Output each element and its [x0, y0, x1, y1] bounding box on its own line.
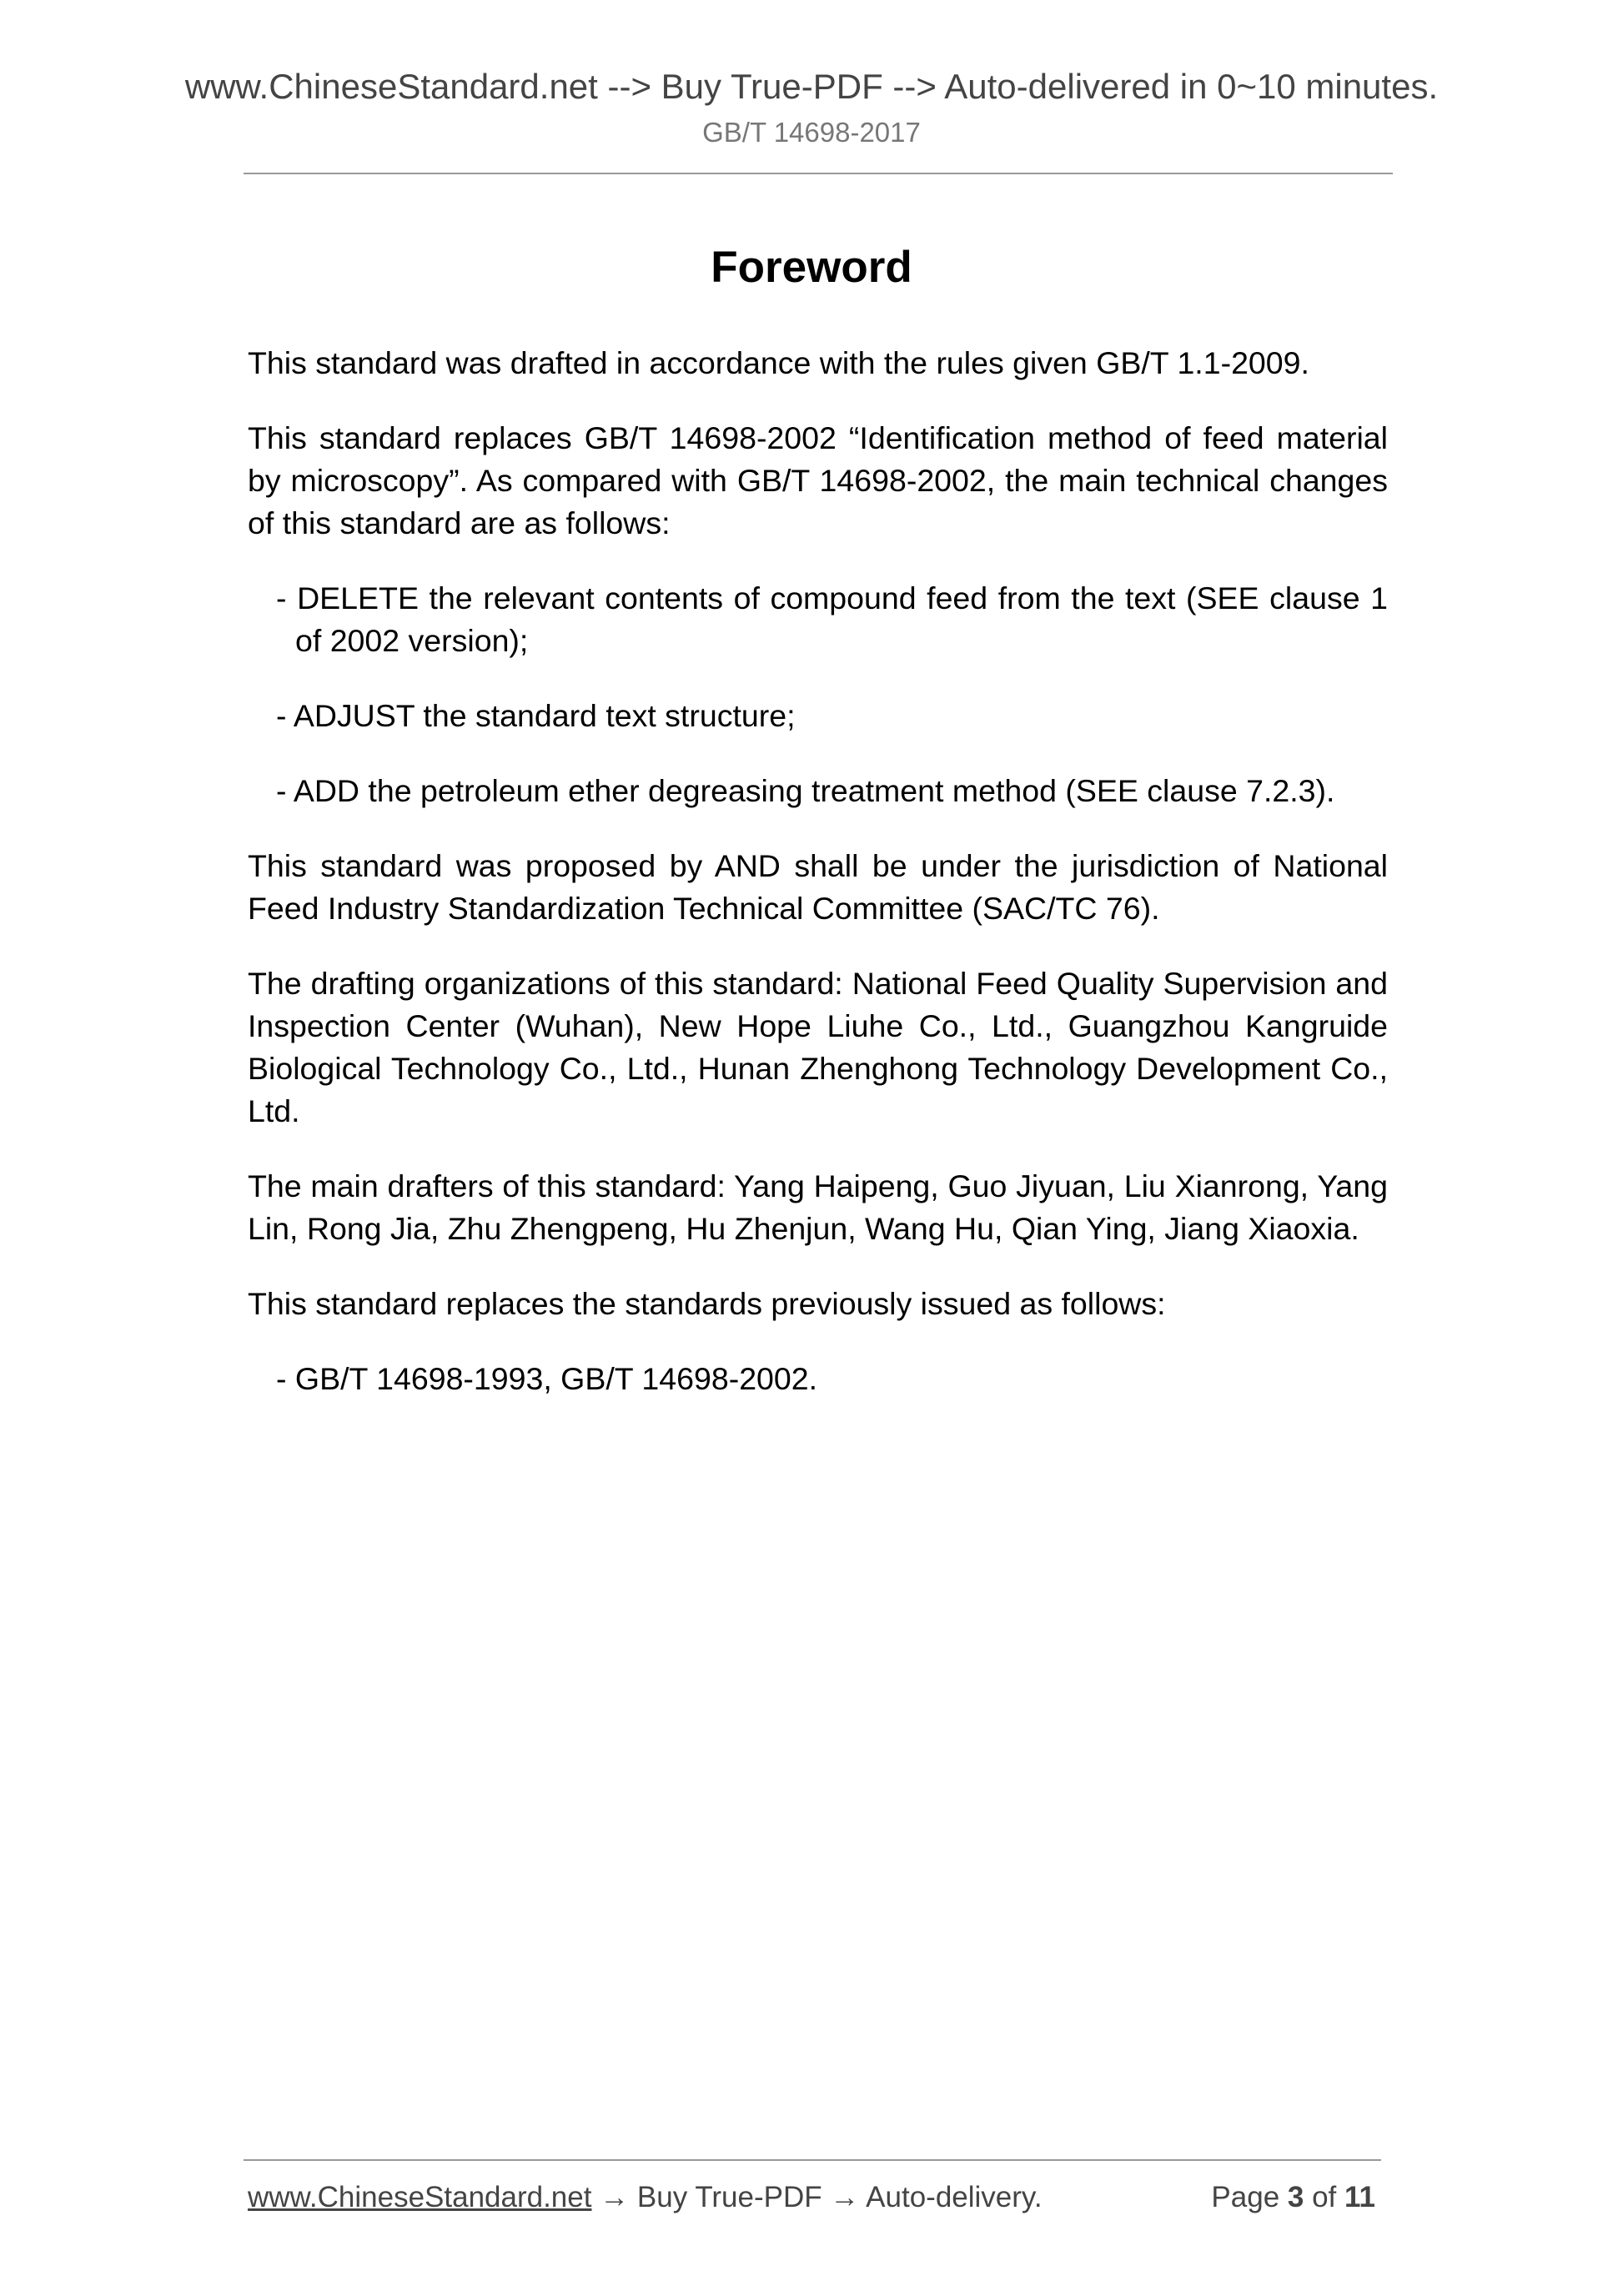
footer-tagline: → Buy True-PDF → Auto-delivery. [591, 2181, 1043, 2213]
paragraph: This standard was proposed by AND shall be under the jurisdiction of National Feed Industry Standardization Technical Committee (SAC/TC 76). [248, 848, 1388, 926]
page-title: Foreword [711, 243, 912, 292]
list-item: - GB/T 14698-1993, GB/T 14698-2002. [276, 1361, 818, 1396]
page-of: of [1304, 2181, 1344, 2213]
header-banner: www.ChineseStandard.net --> Buy True-PDF --> Auto-delivered in 0~10 minutes. [184, 67, 1439, 106]
list-item: - ADD the petroleum ether degreasing treatment method (SEE clause 7.2.3). [276, 773, 1335, 808]
paragraph: This standard replaces GB/T 14698-2002 “Identification method of feed material by microscopy”. As compared with GB/T 14698-2002, the main technical changes of this standard are as follows: [248, 420, 1388, 540]
list-item: - DELETE the relevant contents of compound feed from the text (SEE clause 1 of 2002 version); [276, 580, 1388, 658]
footer-link[interactable]: www.ChineseStandard.net [248, 2181, 592, 2213]
header-divider [244, 173, 1393, 174]
current-page: 3 [1287, 2181, 1304, 2213]
paragraph: The main drafters of this standard: Yang Haipeng, Guo Jiyuan, Liu Xianrong, Yang Lin, Rong Jia, Zhu Zhengpeng, Hu Zhenjun, Wang Hu, Qian Ying, Jiang Xiaoxia. [248, 1168, 1388, 1246]
paragraph: This standard was drafted in accordance with the rules given GB/T 1.1-2009. [248, 345, 1309, 380]
footer-divider [244, 2159, 1381, 2161]
list-item: - ADJUST the standard text structure; [276, 698, 796, 733]
page-number [1211, 2181, 1375, 2214]
paragraph: This standard replaces the standards previously issued as follows: [248, 1286, 1166, 1321]
footer [248, 2181, 1375, 2214]
document-body [248, 342, 1388, 1433]
paragraph: The drafting organizations of this standard: National Feed Quality Supervision and Inspection Center (Wuhan), New Hope Liuhe Co., Ltd., Guangzhou Kangruide Biological Technology Co., Ltd., Hunan Zhenghong Technology Development Co., Ltd. [248, 966, 1388, 1128]
page-label: Page [1211, 2181, 1288, 2213]
total-pages: 11 [1344, 2181, 1375, 2213]
standard-code: GB/T 14698-2017 [702, 117, 921, 148]
